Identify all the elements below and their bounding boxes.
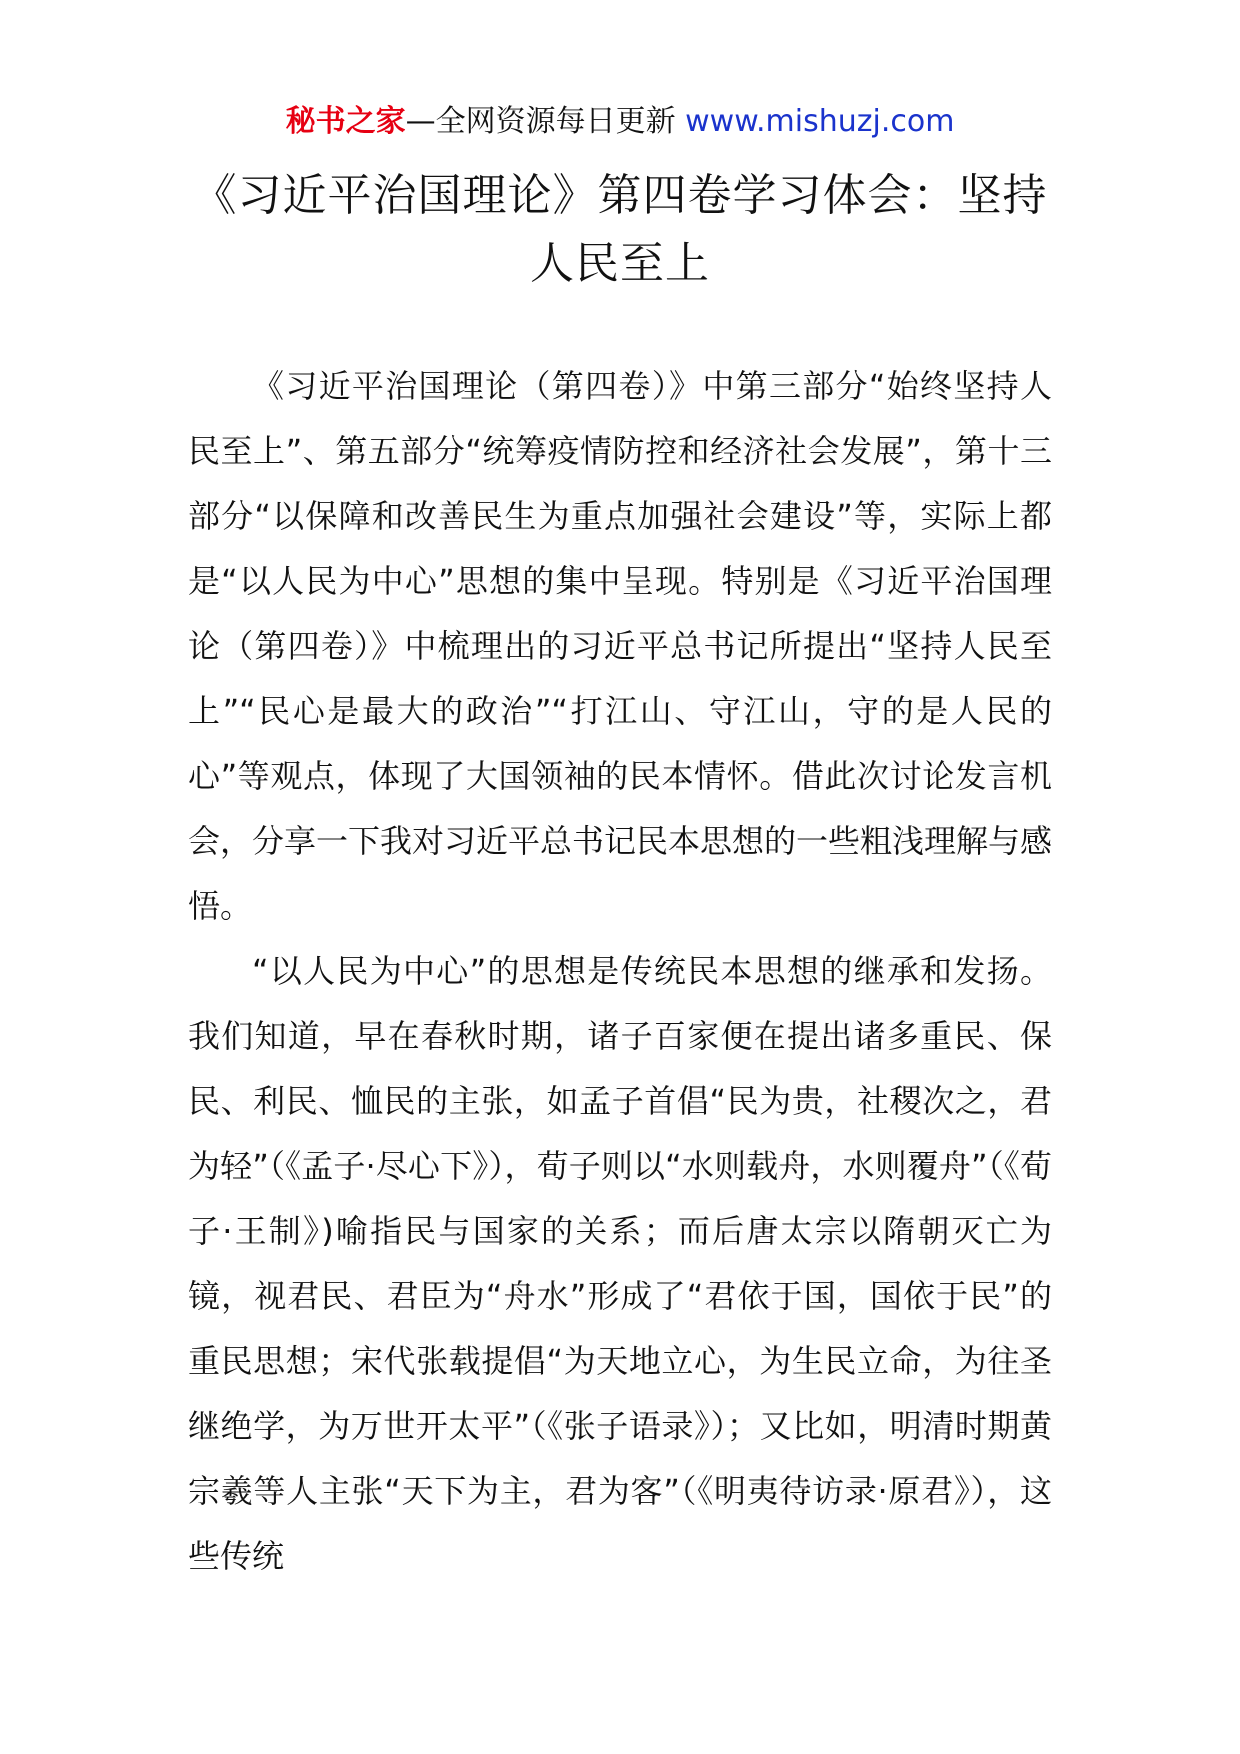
header-tagline: —全网资源每日更新 (405, 104, 686, 139)
document-body (188, 354, 1052, 1589)
page-header (0, 100, 1240, 144)
brand-name: 秘书之家 (285, 104, 406, 139)
body-paragraph-2: “以人民为中心”的思想是传统民本思想的继承和发扬。我们知道，早在春秋时期，诸子百家便在提出诸多重民、保民、利民、恤民的主张，如孟子首倡“民为贵，社稷次之，君为轻”（《孟子·尽心下》），荀子则以“水则载舟，水则覆舟”（《荀子·王制》)喻指民与国家的关系；而后唐太宗以隋朝灭亡为镜，视君民、君臣为“舟水”形成了“君依于国，国依于民”的重民思想；宋代张载提倡“为天地立心，为生民立命，为往圣继绝学，为万世开太平”（《张子语录》）；又比如，明清时期黄宗羲等人主张“天下为主，君为客”（《明夷待访录·原君》），这些传统 (188, 952, 1052, 1575)
site-url-link[interactable]: www.mishuzj.com (685, 104, 955, 139)
document-title: 《习近平治国理论》第四卷学习体会：坚持人民至上 (192, 170, 1048, 289)
body-paragraph-1: 《习近平治国理论（第四卷）》中第三部分“始终坚持人民至上”、第五部分“统筹疫情防控和经济社会发展”，第十三部分“以保障和改善民生为重点加强社会建设”等，实际上都是“以人民为中心”思想的集中呈现。特别是《习近平治国理论（第四卷）》中梳理出的习近平总书记所提出“坚持人民至上”“民心是最大的政治”“打江山、守江山，守的是人民的心”等观点，体现了大国领袖的民本情怀。借此次讨论发言机会，分享一下我对习近平总书记民本思想的一些粗浅理解与感悟。 (188, 367, 1053, 925)
